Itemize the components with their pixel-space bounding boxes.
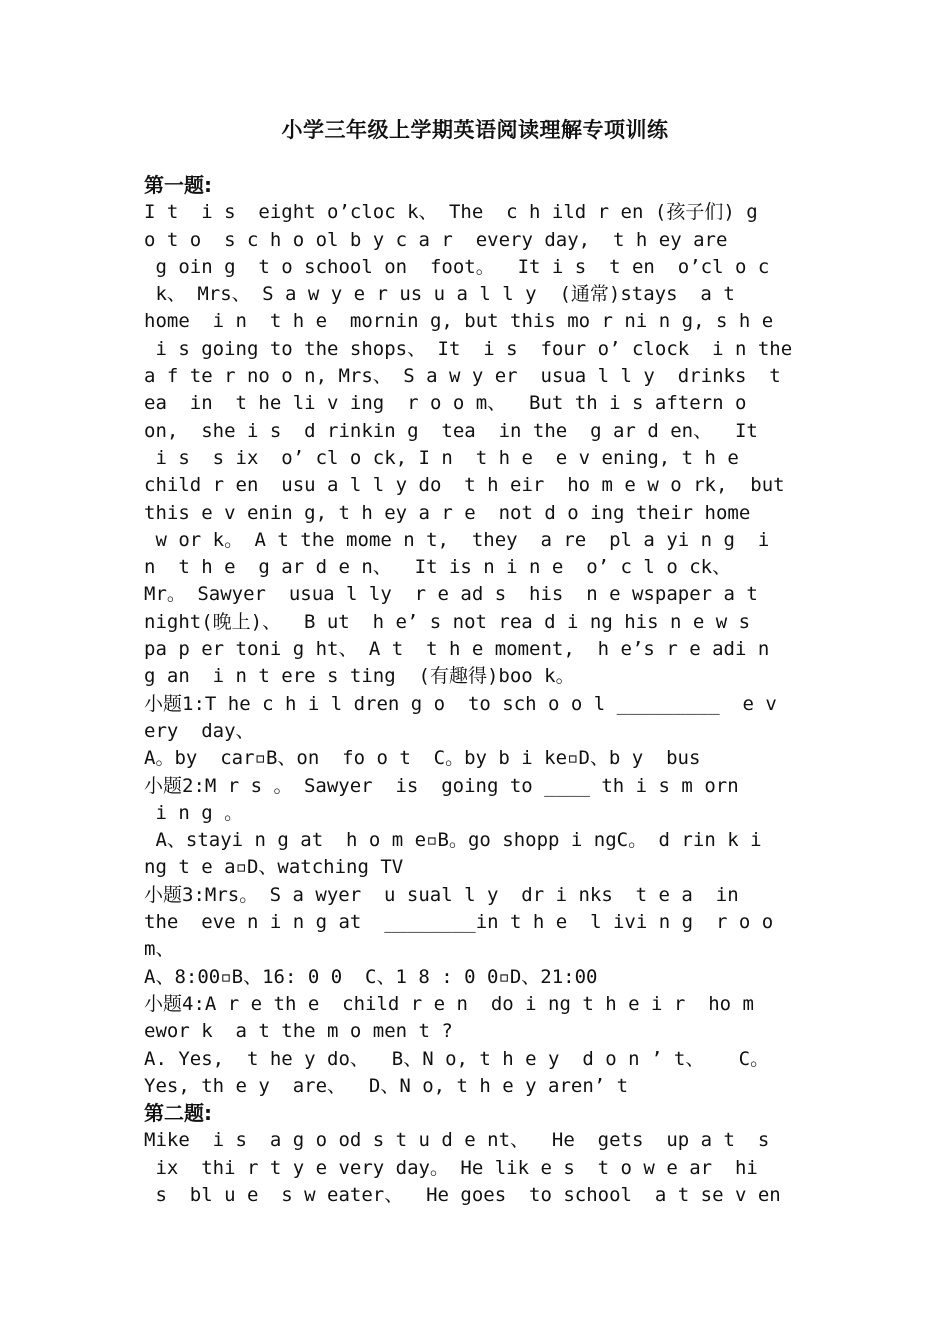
text-line: ea in t he li v ing r o o m、 But th i s aftern o (144, 392, 747, 415)
text-line: A。by car▫B、on fo o t C。by b i ke▫D、b y bus (144, 747, 701, 770)
text-line: ix thi r t y e very day。 He lik e s t o w e ar hi (144, 1156, 758, 1179)
text-line: ery day、 (144, 719, 255, 742)
text-line: 小题2:M r s 。 Sawyer is going to ____ th i s m orn (144, 774, 739, 797)
text-line: 小题3:Mrs。 S a wyer u sual l y dr i nks t e a in (144, 883, 739, 906)
text-line: night(晚上)、 B ut h e’ s not rea d i ng his n e w s (144, 610, 751, 633)
text-line: Yes, th e y are、 D、N o, t h e y aren’ t (144, 1074, 629, 1097)
text-line: i s s ix o’ cl o ck, I n t h e e v ening, t h e (144, 446, 739, 469)
text-line: ewor k a t the m o men t ? (144, 1020, 453, 1043)
text-line: this e v enin g, t h ey a r e not d o ing their home (144, 501, 751, 524)
text-line: g an i n t ere s ting (有趣得)boo k。 (144, 665, 575, 688)
text-line: o t o s c h o ol b y c a r every day, t h ey are (144, 228, 728, 251)
text-line: ng t e a▫D、watching TV (144, 856, 404, 879)
section-heading: 第一题: (144, 173, 212, 197)
text-line: pa p er toni g ht、 A t t h e moment, h e’s r e adi n (144, 638, 770, 661)
text-line: k、 Mrs、 S a w y e r us u a l l y (通常)stays a t (144, 283, 735, 306)
text-line: w or k。 A t the mome n t, they a re pl a yi n g i (144, 528, 770, 551)
text-line: 小题1:T he c h i l dren g o to sch o o l _________ e v (144, 692, 777, 715)
text-line: g oin g t o school on foot。 It i s t en o’cl o c (144, 255, 770, 278)
text-line: a f te r no o n, Mrs、 S a w y er usua l l y drinks t (144, 365, 781, 388)
document-body (144, 172, 834, 1209)
text-line: m、 (144, 938, 175, 961)
text-line: A、8:00▫B、16: 0 0 C、1 8 : 0 0▫D、21:00 (144, 965, 598, 988)
text-line: on, she i s d rinkin g tea in the g ar d en、 It (144, 419, 758, 442)
text-line: i n g 。 (144, 801, 244, 824)
text-line: n t h e g ar d e n、 It is n i n e o’ c l o ck、 (144, 556, 732, 579)
text-line: I t i s eight o’cloc k、 The c h ild r en (孩子们) g (144, 201, 758, 224)
text-line: Mr。 Sawyer usua l ly r e ad s his n e wspaper a t (144, 583, 758, 606)
text-line: child r en usu a l l y do t h eir ho m e w o rk, but (144, 474, 785, 497)
text-line: 小题4:A r e th e child r e n do i ng t h e i r ho m (144, 992, 754, 1015)
document-title: 小学三年级上学期英语阅读理解专项训练 (281, 118, 669, 142)
text-line: A. Yes, t he y do、 B、N o, t h e y d o n ’ t、 C。 (144, 1047, 770, 1070)
text-line: i s going to the shops、 It i s four o’ clock i n the (144, 337, 793, 360)
text-line: A、stayi n g at h o m e▫B。go shopp i ngC。 d rin k i (144, 829, 762, 852)
text-line: s bl u e s w eater、 He goes to school a t se v en (144, 1183, 781, 1206)
text-line: the eve n i n g at ________in t h e l ivi n g r o o (144, 911, 774, 934)
text-line: home i n t h e mornin g, but this mo r ni n g, s h e (144, 310, 774, 333)
text-line: Mike i s a g o od s t u d e nt、 He gets up a t s (144, 1129, 770, 1152)
section-heading: 第二题: (144, 1101, 212, 1126)
